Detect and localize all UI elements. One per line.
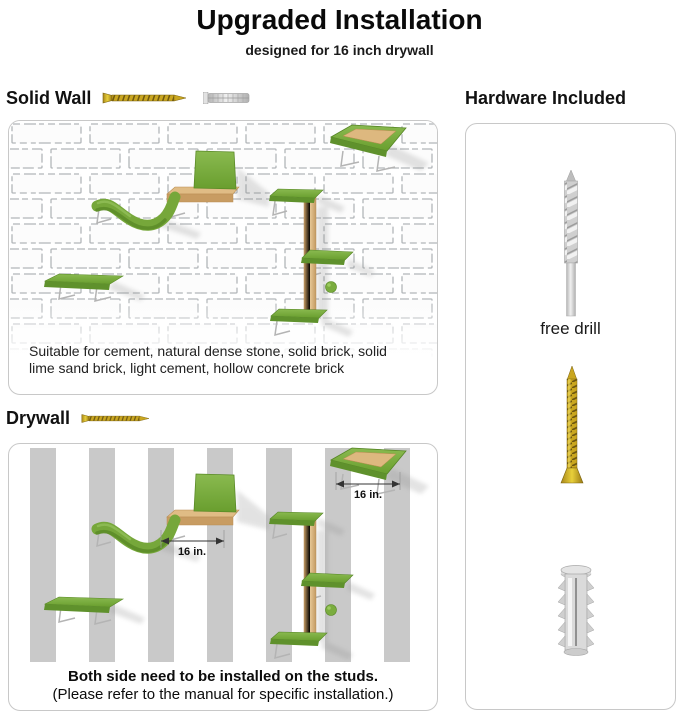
wall-anchor-icon [203, 92, 251, 104]
dimension-label: 16 in. [353, 489, 383, 501]
screw-icon [102, 91, 186, 105]
solid-wall-heading [6, 87, 251, 109]
hardware-heading: Hardware Included [465, 88, 627, 108]
screw-icon [81, 412, 149, 425]
solid-wall-caption-line1: Suitable for cement, natural dense stone, solid brick, solid [29, 343, 387, 359]
page-subtitle: designed for 16 inch drywall [245, 42, 434, 58]
drywall-note-regular: (Please refer to the manual for specific installation.) [52, 686, 394, 703]
hardware-panel [465, 123, 676, 710]
drill-bit-icon [555, 168, 587, 318]
drywall-panel [8, 443, 438, 711]
wall-anchor-icon [554, 564, 598, 664]
solid-wall-panel [8, 120, 438, 395]
solid-wall-caption [29, 343, 387, 377]
dimension-label: 16 in. [177, 546, 207, 558]
solid-wall-heading-label: Solid Wall [6, 87, 92, 108]
screw-icon [552, 364, 592, 489]
free-drill-label: free drill [540, 319, 601, 338]
drywall-heading-label: Drywall [6, 407, 71, 428]
drywall-note [9, 668, 437, 704]
page-title: Upgraded Installation [196, 4, 483, 35]
drywall-note-bold: Both side need to be installed on the studs. [67, 668, 379, 685]
drywall-heading [6, 407, 149, 429]
solid-wall-caption-line2: lime sand brick, light cement, hollow concrete brick [29, 360, 345, 376]
